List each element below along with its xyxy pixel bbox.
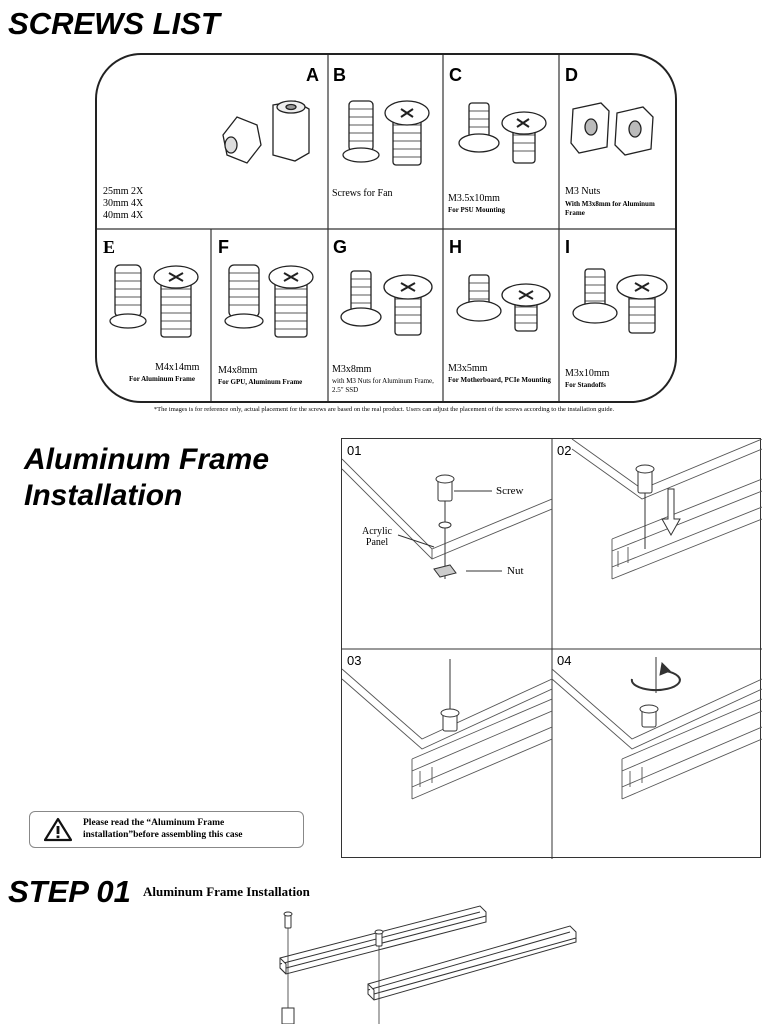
step-subtitle: Aluminum Frame Installation <box>143 884 310 899</box>
screw-letter-f: F <box>218 237 229 257</box>
screw-letter-i: I <box>565 237 571 257</box>
panel-04-illustration <box>552 649 762 859</box>
screws-list-title: SCREWS LIST <box>8 6 220 41</box>
screw-b-spec: Screws for Fan <box>332 188 393 199</box>
label-panel: Panel <box>365 537 389 548</box>
screw-i-note: For Standoffs <box>565 381 606 389</box>
m3x8-screw-illustration <box>339 267 437 342</box>
panel-number-01: 01 <box>347 443 362 458</box>
screw-e-note: For Aluminum Frame <box>129 375 195 383</box>
screw-letter-g: G <box>333 237 348 257</box>
panel-number-03: 03 <box>347 653 362 668</box>
screw-a-spec-1: 25mm 2X <box>103 186 144 197</box>
screw-letter-c: C <box>449 65 462 85</box>
screw-c-spec: M3.5x10mm <box>448 193 500 204</box>
installation-panels <box>341 438 761 858</box>
screw-d-spec: M3 Nuts <box>565 186 601 197</box>
screw-letter-d: D <box>565 65 578 85</box>
label-acrylic-panel <box>362 526 392 548</box>
screw-c-note: For PSU Mounting <box>448 206 506 214</box>
screw-a-spec-3: 40mm 4X <box>103 210 144 221</box>
m3x5-screw-illustration <box>453 271 553 341</box>
screw-f-spec: M4x8mm <box>218 365 258 376</box>
m3x10-screw-illustration <box>569 265 669 340</box>
step-title: STEP 01 <box>8 874 131 909</box>
psu-screw-illustration <box>457 99 552 169</box>
panel-number-04: 04 <box>557 653 572 668</box>
screw-letter-b: B <box>333 65 346 85</box>
panel-03-illustration <box>342 649 552 859</box>
aluminum-frame-title-line1: Aluminum Frame <box>24 443 270 476</box>
screw-f-note: For GPU, Aluminum Frame <box>218 378 303 386</box>
screw-a-spec-2: 30mm 4X <box>103 198 144 209</box>
label-nut: Nut <box>507 565 524 577</box>
fan-screw-illustration <box>341 93 436 173</box>
step-01-illustration <box>270 898 580 1024</box>
m4x14-screw-illustration <box>109 261 204 341</box>
aluminum-frame-title-line2: Installation <box>24 479 183 512</box>
standoff-illustration <box>217 95 317 170</box>
screw-i-spec: M3x10mm <box>565 368 610 379</box>
screws-table <box>95 53 677 403</box>
m4x8-screw-illustration <box>223 261 323 341</box>
label-acrylic: Acrylic <box>362 526 392 537</box>
screw-letter-h: H <box>449 237 462 257</box>
screw-h-note: For Motherboard, PCIe Mounting <box>448 376 551 384</box>
screw-h-spec: M3x5mm <box>448 363 488 374</box>
nut-illustration <box>565 97 660 167</box>
screw-e-spec: M4x14mm <box>155 362 200 373</box>
warning-icon <box>44 817 72 842</box>
screw-d-note: With M3x8mm for Aluminum Frame <box>565 200 655 217</box>
screw-letter-e: E <box>103 237 116 257</box>
panel-02-illustration <box>552 439 762 649</box>
warning-text: Please read the “Aluminum Frame installation”before assembling this case <box>83 818 243 840</box>
screw-letter-a: A <box>306 65 319 85</box>
aluminum-frame-title <box>24 442 269 514</box>
disclaimer: *The images is for reference only, actual placement for the screws are based on the real product. Users can adjust the placement of the screws according to the installation guide. <box>153 406 615 413</box>
screw-g-spec: M3x8mm <box>332 364 372 375</box>
panel-number-02: 02 <box>557 443 572 458</box>
label-screw: Screw <box>496 485 524 497</box>
screw-g-note: with M3 Nuts for Aluminum Frame, 2.5" SSD <box>332 377 434 394</box>
